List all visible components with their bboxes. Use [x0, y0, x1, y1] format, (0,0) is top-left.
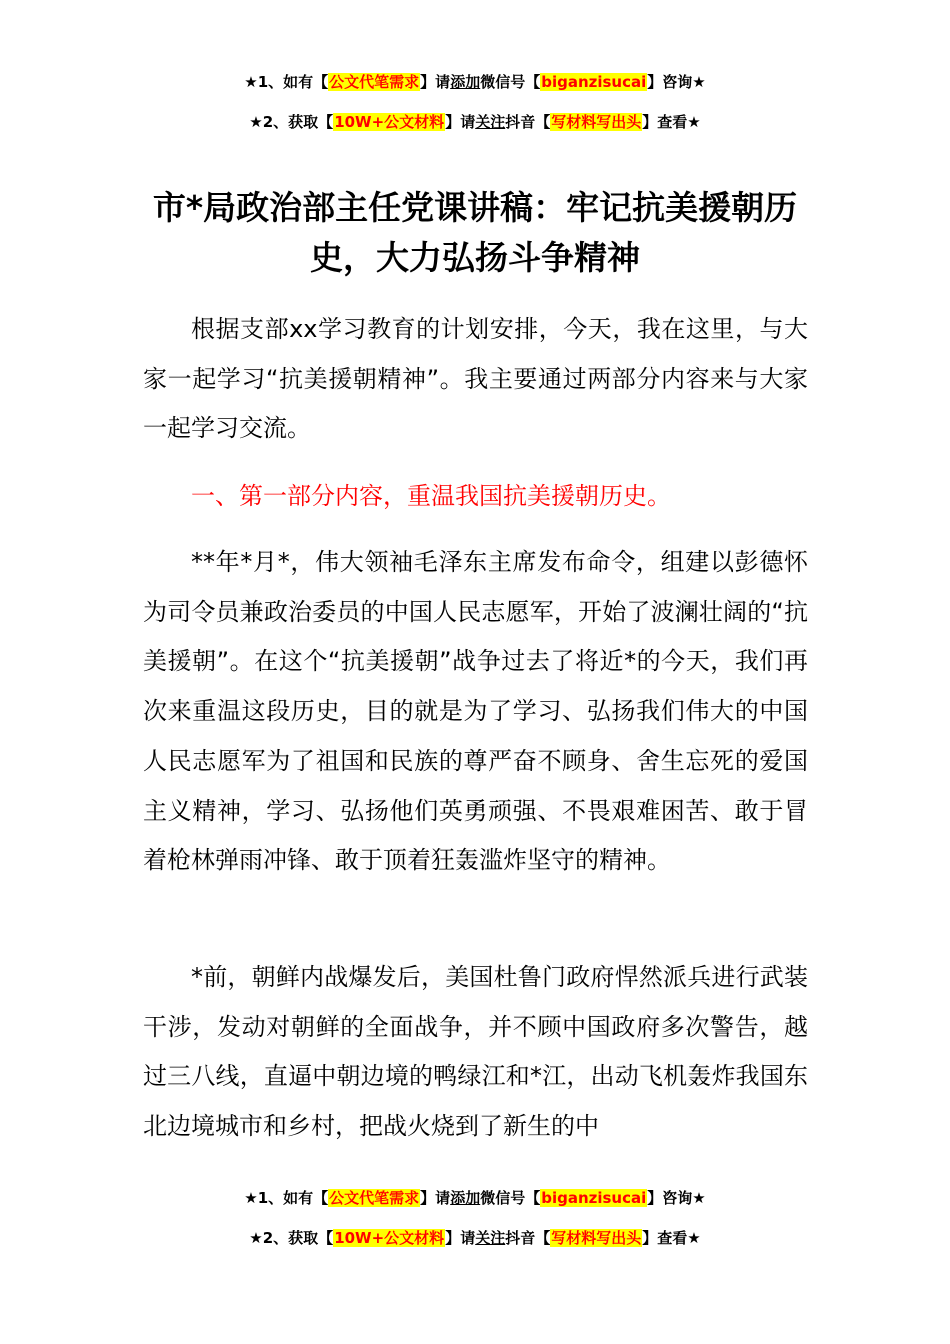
promo-line-1-bottom [0, 1187, 950, 1209]
promo-text: 】请 [420, 73, 451, 91]
promo-text: 微信号【 [480, 73, 541, 91]
promo-text: 】查看★ [642, 1229, 701, 1247]
promo-text: ★1、如有【 [244, 73, 329, 91]
promo-line-1-top [0, 71, 950, 93]
promo-text: ★2、获取【 [249, 113, 334, 131]
promo-text: 】请 [445, 113, 476, 131]
promo-highlight: 写材料写出头 [551, 1229, 642, 1247]
promo-text: 抖音【 [505, 1229, 551, 1247]
promo-text: 】请 [420, 1189, 451, 1207]
promo-underline: 添加 [450, 1189, 481, 1207]
promo-highlight: 10W+公文材料 [334, 113, 445, 131]
promo-text: 】咨询★ [647, 73, 706, 91]
promo-text: 】查看★ [642, 113, 701, 131]
promo-underline: 关注 [475, 1229, 506, 1247]
paragraph-intro: 根据支部xx学习教育的计划安排，今天，我在这里，与大家一起学习“抗美援朝精神”。我主要通过两部分内容来与大家一起学习交流。 [143, 315, 808, 443]
promo-text: 】咨询★ [647, 1189, 706, 1207]
promo-underline: 关注 [475, 113, 506, 131]
promo-text: 微信号【 [480, 1189, 541, 1207]
promo-highlight: biganzisucai [541, 1189, 647, 1207]
paragraph-war-background: *前，朝鲜内战爆发后，美国杜鲁门政府悍然派兵进行武装干涉，发动对朝鲜的全面战争，并不顾中国政府多次警告，越过三八线，直逼中朝边境的鸭绿江和*江，出动飞机轰炸我国东北边境城市和乡村，把战火烧到了新生的中 [143, 963, 808, 1141]
promo-highlight: 公文代笔需求 [329, 1189, 420, 1207]
promo-highlight: 写材料写出头 [551, 113, 642, 131]
promo-text: 】请 [445, 1229, 476, 1247]
promo-highlight: 10W+公文材料 [334, 1229, 445, 1247]
promo-line-2-bottom [0, 1227, 950, 1249]
promo-line-2-top [0, 111, 950, 133]
section-heading: 一、第一部分内容，重温我国抗美援朝历史。 [191, 482, 671, 510]
promo-highlight: biganzisucai [541, 73, 647, 91]
document-title: 市*局政治部主任党课讲稿：牢记抗美援朝历史，大力弘扬斗争精神 [152, 188, 798, 277]
promo-text: ★2、获取【 [249, 1229, 334, 1247]
promo-highlight: 公文代笔需求 [329, 73, 420, 91]
promo-text: 抖音【 [505, 113, 551, 131]
promo-underline: 添加 [450, 73, 481, 91]
paragraph-history: **年*月*，伟大领袖毛泽东主席发布命令，组建以彭德怀为司令员兼政治委员的中国人民志愿军，开始了波澜壮阔的“抗美援朝”。在这个“抗美援朝”战争过去了将近*的今天，我们再次来重温这段历史，目的就是为了学习、弘扬我们伟大的中国人民志愿军为了祖国和民族的尊严奋不顾身、舍生忘死的爱国主义精神，学习、弘扬他们英勇顽强、不畏艰难困苦、敢于冒着枪林弹雨冲锋、敢于顶着狂轰滥炸坚守的精神。 [143, 548, 808, 875]
promo-text: ★1、如有【 [244, 1189, 329, 1207]
